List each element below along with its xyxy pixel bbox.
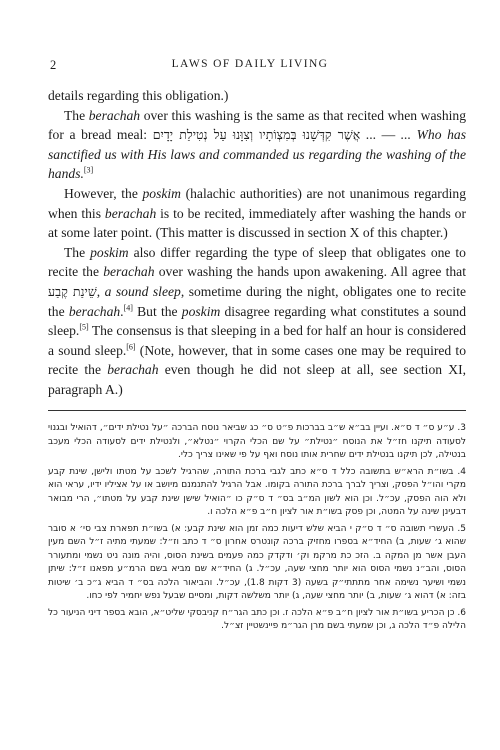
running-head: LAWS OF DAILY LIVING bbox=[171, 58, 329, 70]
footnote-rule bbox=[48, 410, 466, 411]
paragraph-1 bbox=[48, 86, 466, 106]
text: details regarding this obligation.) bbox=[48, 88, 229, 103]
term-poskim: poskim bbox=[90, 244, 129, 260]
footnote-ref-4: [4] bbox=[123, 303, 133, 312]
text: over this washing is the same as that recited when washing for a bread meal: bbox=[48, 107, 466, 143]
footnote-4: 4. בשו״ת הרא״ש בתשובה כלל ד ס״א כתב לגבי ברכת התורה, שהרגיל לשכב על מטתו ולישן, שינת קבע מקרי והו״ל הפסק, וצריך לברך ברכת התורה בקומו. אבל הרגיל להתנמנם מיושב או על אציליו ידיו, עראי הוא ולא הוה הפסק, עכ״ל. וכן הוא לשון המ״ב בס״ ד ס״ק כו ״הואיל שישן שינת קבע על מטתו״, הרי מבואר דבעינן שינה על המטה, וכן פסק בשו״ת אור לציון ח״ב פ״א הלכה ו. bbox=[48, 466, 466, 517]
blessing-translation: ... Who has sanctified us with His laws and commanded us regarding the washing of the hands. bbox=[48, 127, 466, 182]
text: But the bbox=[132, 303, 182, 319]
hebrew-blessing: אֲשֶׁר קִדְּשָׁנוּ בְּמִצְוֹתָיו וְצִוָּנוּ עַל נְטִילַת יָדָיִם bbox=[152, 127, 361, 143]
footnote-ref-3: [3] bbox=[83, 165, 94, 175]
term-berachah: berachah bbox=[88, 107, 141, 123]
text: However, the bbox=[64, 185, 143, 201]
footnote-5: 5. העשרי תשובה ס״ ד ס״ק י הביא שלש דיעות כמה זמן הוא שינת קבע: א) בשו״ת תפארת צבי סי׳ א סובר שהוא ג׳ שעות, ב) החיד״א בספרו מחזיק ברכה קונטרס אחרון ס״ ד כתב וז״ל: שמעתי מתיה ז״ל השם מעין העבן אשר מן המקה ב. הזכ כת מרקמ וק׳ ודקדק כמה פעמים בשינת הסוס, והיה מונה ניט נשמי ומתעורר הסוס, והב״נ נשמי הסוס הוא יותר מחצי שעה, עכ״ל. ג) החיד״א שם מביא בשם הרמ״ע מפאנו ז״ל: שיתן נשמי ושיער נשימה אחר מתתתי״ק בשעה (3 דקות 1.8), עכ״ל. והביאור הלכה בס״ ד הביא ג״כ ב׳ שיטות בזה: א) דהוא ג׳ שעות, ב) יותר מחצי שעה, ג) יותר משלשה דקות, ומסיים שבעל נפש יחמיר לפי כחו. bbox=[48, 523, 466, 601]
term-poskim: poskim bbox=[142, 185, 181, 201]
text: over washing the hands upon awakening. All agree that bbox=[154, 264, 466, 280]
footnote-ref-6: [6] bbox=[126, 342, 136, 352]
footnote-ref-5: [5] bbox=[79, 322, 89, 332]
text: ... — bbox=[360, 127, 401, 143]
paragraph-4 bbox=[48, 243, 466, 400]
text: . bbox=[120, 303, 124, 319]
text: The bbox=[64, 107, 89, 123]
text: is to be recited, immediately after washing the hands or at some later point. (This matter is discussed in section X of this chapter.) bbox=[48, 205, 466, 241]
hebrew-term: שֵׁינַת קֶבַע bbox=[48, 283, 97, 299]
term-berachah: berachah bbox=[103, 264, 155, 280]
text: , sometime during the night, obligates one to recite the bbox=[48, 283, 466, 319]
text: (halachic authorities) are not unanimous regarding when this bbox=[48, 185, 466, 221]
text: (Note, however, that in some cases one may be required to recite the bbox=[48, 342, 466, 378]
term-berachah: berachah bbox=[104, 205, 157, 221]
page-number: 2 bbox=[50, 58, 57, 72]
text: The consensus is that sleeping in a bed for half an hour is considered a sound sleep. bbox=[48, 323, 466, 358]
text: The bbox=[64, 244, 91, 260]
paragraph-3 bbox=[48, 184, 466, 243]
footnote-3: 3. ע״ע ס״ ד ס״א. ועיין בב״א ש״ב בברכות פ״ט ס״ כג שביאר נוסח הברכה ״על נטילת ידים״, דהואיל ובגנוי לסעודה תיקנו חז״ל את הנוסח ״נטילת״ על שם הכלי הקרוי ״נטלא״, ולנטילת ידים לסעודה הכלי מעכב בנטילה, לכן תיקנו בנטילת ידים שחרית אותו נוסח ואף על פי שאינו צריך כלי. bbox=[48, 423, 466, 460]
term-poskim: poskim bbox=[181, 303, 221, 319]
term-berachah: berachah bbox=[107, 362, 159, 378]
footnote-6: 6. כן הכריע בשו״ת אור לציון ח״ב פ״א הלכה ז. וכן כתב הגר״ח קניבסקי שליט״א, הובא בספר דיני הניעור כל הלילה פ״ד הלכה ג, וכן שמעתי בשם מרן הגר״מ פיינשטיין זצ״ל. bbox=[48, 607, 466, 631]
main-text bbox=[48, 86, 466, 400]
footnotes bbox=[48, 422, 466, 637]
term-sound-sleep: a sound sleep bbox=[104, 283, 181, 299]
text: even though he did not sleep at all, see section XI, paragraph A.) bbox=[48, 362, 466, 397]
paragraph-2 bbox=[48, 106, 466, 184]
text: , bbox=[96, 283, 105, 299]
text: also differ regarding the type of sleep that obligates one to recite the bbox=[48, 244, 466, 280]
text: disagree regarding what constitutes a sound sleep. bbox=[48, 303, 466, 339]
term-berachah: berachah bbox=[68, 303, 121, 319]
